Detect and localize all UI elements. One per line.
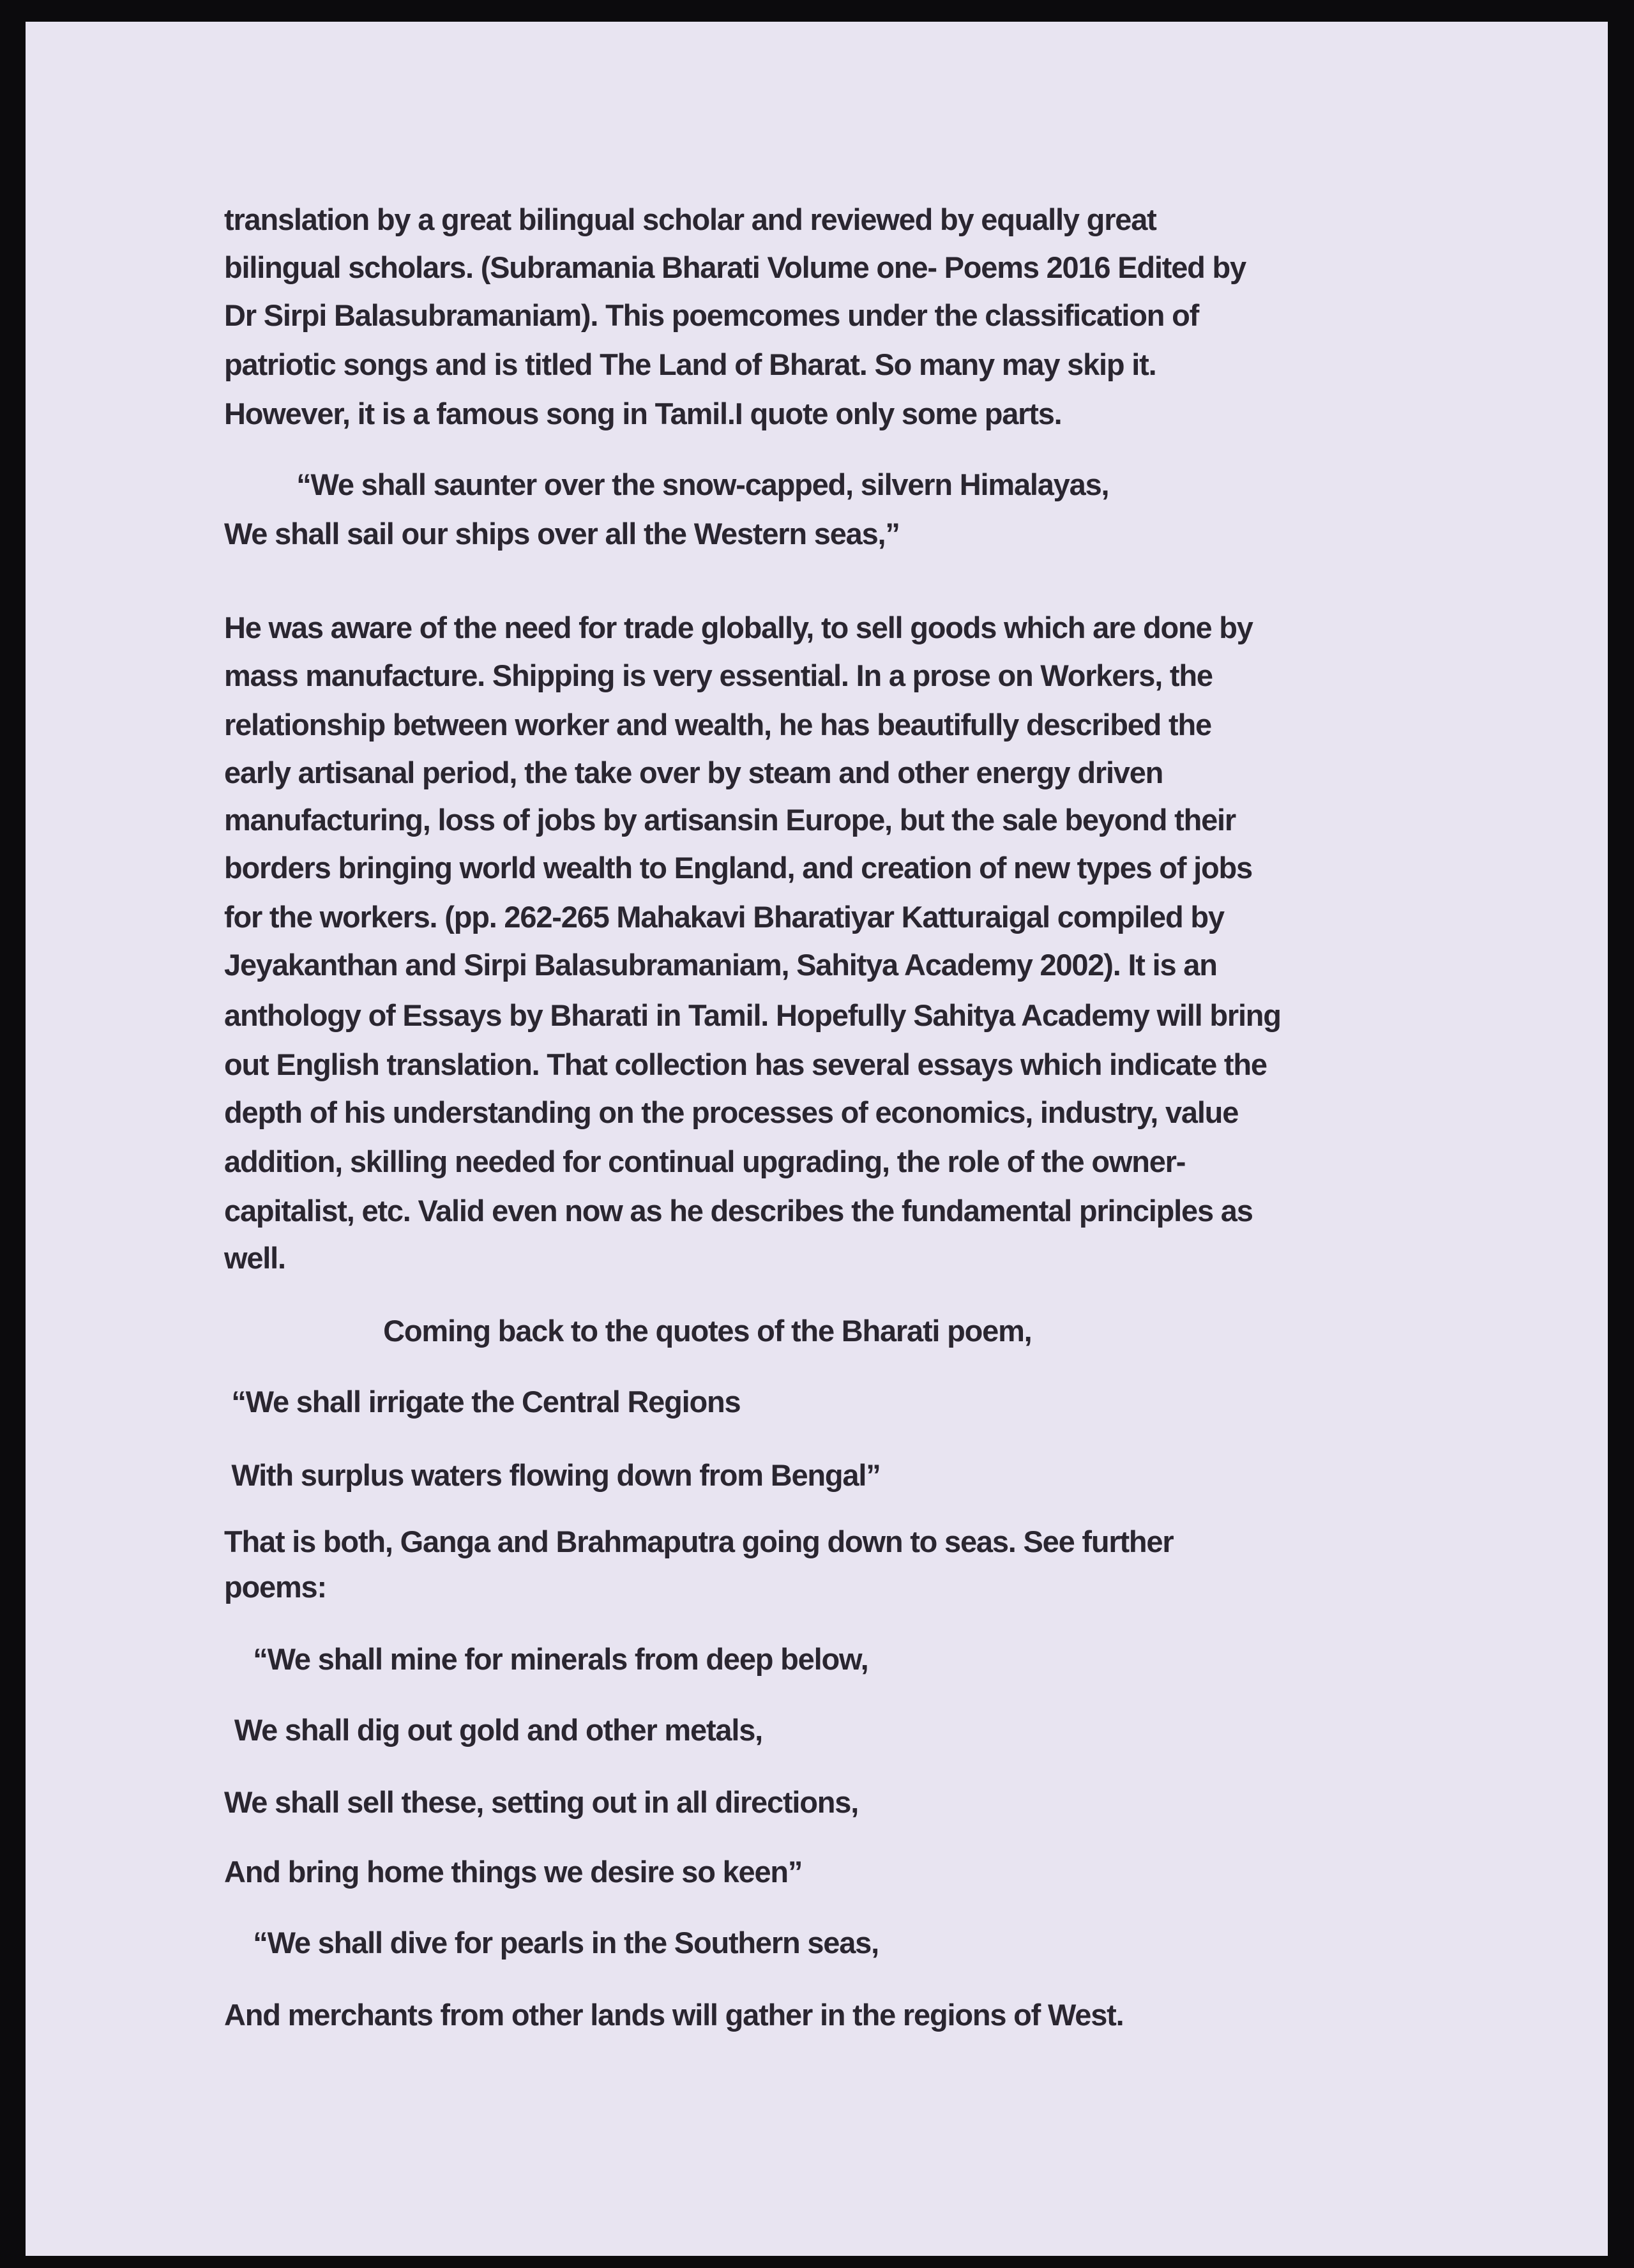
text-line: bilingual scholars. (Subramania Bharati Volume one- Poems 2016 Edited by (224, 250, 1246, 285)
text-line: relationship between worker and wealth, he has beautifully described the (224, 707, 1211, 742)
text-line: He was aware of the need for trade globally, to sell goods which are done by (224, 611, 1253, 645)
text-line: “We shall irrigate the Central Regions (231, 1384, 741, 1419)
text-line: borders bringing world wealth to England, and creation of new types of jobs (224, 851, 1252, 885)
text-line: mass manufacture. Shipping is very essential. In a prose on Workers, the (224, 658, 1213, 692)
text-line: Jeyakanthan and Sirpi Balasubramaniam, Sahitya Academy 2002). It is an (224, 947, 1217, 982)
text-line: capitalist, etc. Valid even now as he describes the fundamental principles as (224, 1193, 1253, 1228)
text-line: We shall sail our ships over all the Western seas,” (224, 516, 900, 551)
text-line: “We shall mine for minerals from deep below, (253, 1641, 868, 1676)
text-line: anthology of Essays by Bharati in Tamil. Hopefully Sahitya Academy will bring (224, 998, 1281, 1032)
text-line: However, it is a famous song in Tamil.I quote only some parts. (224, 396, 1062, 430)
text-line: well. (224, 1241, 285, 1275)
text-line: out English translation. That collection has several essays which indicate the (224, 1047, 1267, 1081)
text-line: early artisanal period, the take over by steam and other energy driven (224, 755, 1163, 789)
text-line: And bring home things we desire so keen” (224, 1854, 803, 1889)
document-page (26, 22, 1608, 2256)
text-line: “We shall dive for pearls in the Southern seas, (253, 1925, 879, 1960)
text-line: We shall dig out gold and other metals, (234, 1712, 762, 1747)
text-line: That is both, Ganga and Brahmaputra going down to seas. See further (224, 1525, 1174, 1559)
text-line: And merchants from other lands will gather in the regions of West. (224, 1997, 1124, 2032)
text-line: translation by a great bilingual scholar and reviewed by equally great (224, 202, 1156, 237)
text-line: manufacturing, loss of jobs by artisansin Europe, but the sale beyond their (224, 803, 1236, 837)
text-line: depth of his understanding on the processes of economics, industry, value (224, 1095, 1239, 1129)
text-line: addition, skilling needed for continual upgrading, the role of the owner- (224, 1144, 1186, 1178)
text-line: poems: (224, 1569, 326, 1604)
text-line: “We shall saunter over the snow-capped, silvern Himalayas, (296, 467, 1109, 501)
text-line: With surplus waters flowing down from Bengal” (231, 1458, 881, 1493)
text-line: We shall sell these, setting out in all directions, (224, 1785, 859, 1819)
text-line: Dr Sirpi Balasubramaniam). This poemcomes under the classification of (224, 298, 1199, 332)
text-line: Coming back to the quotes of the Bharati poem, (383, 1313, 1032, 1348)
text-line: patriotic songs and is titled The Land of Bharat. So many may skip it. (224, 347, 1156, 381)
text-line: for the workers. (pp. 262-265 Mahakavi Bharatiyar Katturaigal compiled by (224, 900, 1224, 934)
